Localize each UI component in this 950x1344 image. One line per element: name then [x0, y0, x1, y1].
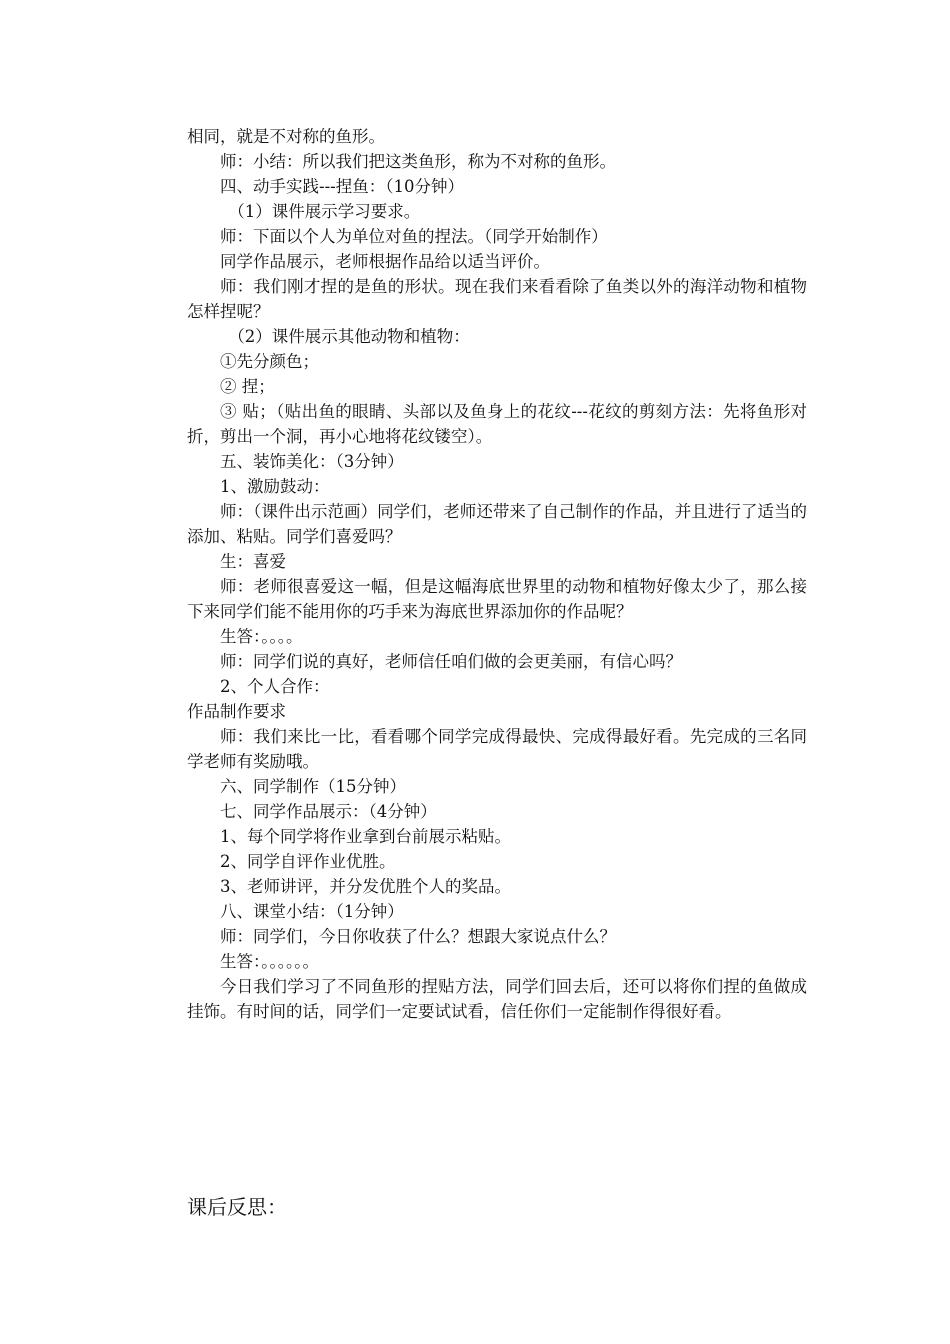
paragraph: 师：小结：所以我们把这类鱼形，称为不对称的鱼形。 — [220, 152, 616, 171]
paragraph: 师：同学们，今日你收获了什么？想跟大家说点什么？ — [220, 927, 616, 946]
paragraph: 师：我们刚才捏的是鱼的形状。现在我们来看看除了鱼类以外的海洋动物和植物怎样捏呢？ — [187, 277, 807, 321]
paragraph: （2）课件展示其他动物和植物： — [228, 327, 470, 346]
lesson-plan-body — [187, 124, 807, 1024]
paragraph: 2、个人合作： — [220, 677, 330, 696]
paragraph: 1、激励鼓动： — [220, 477, 330, 496]
paragraph: 2、同学自评作业优胜。 — [220, 852, 396, 871]
paragraph: 今日我们学习了不同鱼形的捏贴方法，同学们回去后，还可以将你们捏的鱼做成挂饰。有时间的话，同学们一定要试试看，信任你们一定能制作得很好看。 — [187, 977, 807, 1021]
paragraph: ② 捏； — [220, 377, 275, 396]
paragraph: 相同，就是不对称的鱼形。 — [187, 127, 385, 146]
paragraph: 师：老师很喜爱这一幅，但是这幅海底世界里的动物和植物好像太少了，那么接下来同学们能不能用你的巧手来为海底世界添加你的作品呢？ — [187, 577, 807, 621]
paragraph: 师：同学们说的真好，老师信任咱们做的会更美丽，有信心吗？ — [220, 652, 682, 671]
paragraph: 生答：。。。。。。 — [220, 952, 319, 971]
paragraph: ③ 贴；（贴出鱼的眼睛、头部以及鱼身上的花纹---花纹的剪刻方法：先将鱼形对折，剪出一个洞，再小心地将花纹镂空）。 — [187, 402, 807, 446]
paragraph: 1、每个同学将作业拿到台前展示粘贴。 — [220, 827, 511, 846]
paragraph: 3、老师讲评，并分发优胜个人的奖品。 — [220, 877, 511, 896]
paragraph: 师：下面以个人为单位对鱼的捏法。（同学开始制作） — [220, 227, 608, 246]
paragraph: 四、动手实践---捏鱼：（10分钟） — [220, 177, 464, 196]
paragraph: 作品制作要求 — [187, 702, 286, 721]
paragraph: 师：（课件出示范画）同学们，老师还带来了自己制作的作品，并且进行了适当的添加、粘贴。同学们喜爱吗？ — [187, 502, 807, 546]
paragraph: 五、装饰美化：（3分钟） — [220, 452, 404, 471]
paragraph: ①先分颜色； — [220, 352, 319, 371]
reflection-heading: 课后反思： — [187, 1195, 287, 1219]
paragraph: 八、课堂小结：（1分钟） — [220, 902, 404, 921]
paragraph: 同学作品展示，老师根据作品给以适当评价。 — [220, 252, 550, 271]
paragraph: 生：喜爱 — [220, 552, 286, 571]
paragraph: 六、同学制作（15分钟） — [220, 777, 406, 796]
paragraph: 师：我们来比一比，看看哪个同学完成得最快、完成得最好看。先完成的三名同学老师有奖励哦。 — [187, 727, 807, 771]
paragraph: （1）课件展示学习要求。 — [228, 202, 421, 221]
paragraph: 七、同学作品展示：（4分钟） — [220, 802, 437, 821]
paragraph: 生答：。。。。 — [220, 627, 303, 646]
